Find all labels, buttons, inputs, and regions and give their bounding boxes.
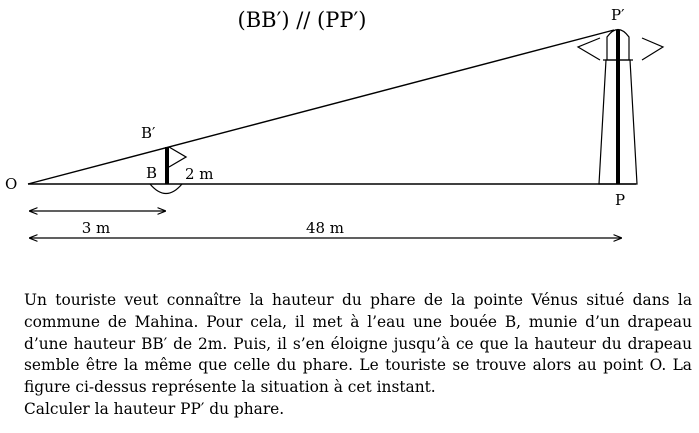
label-point-b: B xyxy=(146,164,158,182)
problem-paragraph: Un touriste veut connaître la hauteur du phare de la pointe Vénus situé dans la commune de Mahina. Pour cela, il met à l’eau une bouée B, munie d’un drapeau d’une hauteur BB′ de 2m. Puis, il s’en éloigne jusqu’à ce que la hauteur du drapeau semble être la même que celle du phare. Le touriste se trouve alors au point O. La figure ci-dessus représente la situation à cet instant. xyxy=(24,291,692,397)
flag-pennant xyxy=(169,147,186,167)
label-point-b-prime: B′ xyxy=(141,124,156,142)
light-beams-icon xyxy=(578,38,663,60)
buoy-arc xyxy=(150,184,182,194)
label-point-o: O xyxy=(5,175,18,193)
label-distance-op: 48 m xyxy=(305,219,345,237)
label-flag-height: 2 m xyxy=(185,165,214,183)
label-point-p-prime: P′ xyxy=(611,6,625,24)
lighthouse xyxy=(599,30,637,185)
parallel-statement: (BB′) // (PP′) xyxy=(237,8,367,32)
label-distance-ob: 3 m xyxy=(81,219,111,237)
problem-statement xyxy=(24,290,692,421)
sight-line xyxy=(28,30,614,184)
label-point-p: P xyxy=(615,191,626,209)
problem-question: Calculer la hauteur PP′ du phare. xyxy=(24,399,285,418)
